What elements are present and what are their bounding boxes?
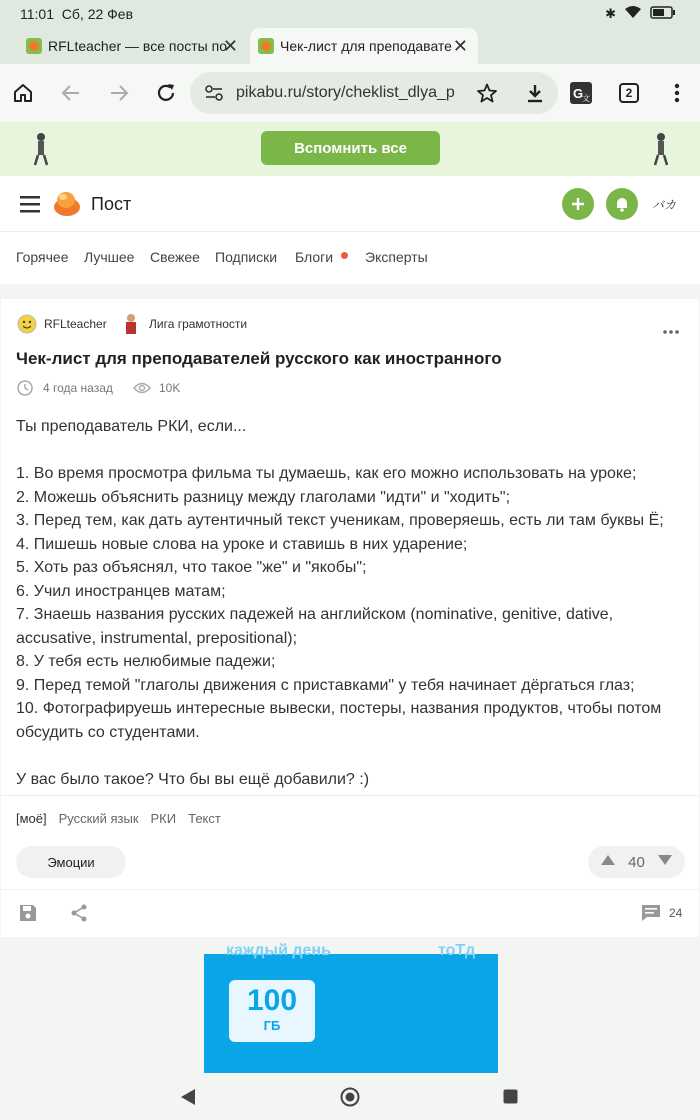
post-intro: Ты преподаватель РКИ, если... xyxy=(16,418,247,435)
more-menu-icon[interactable] xyxy=(664,80,690,106)
reload-icon[interactable] xyxy=(153,80,179,106)
post-outro: У вас было такое? Что бы вы ещё добавили? :) xyxy=(16,770,370,788)
figure-right-icon xyxy=(652,132,670,171)
ad-top-text: каждый день xyxy=(226,942,331,959)
recents-square-icon[interactable] xyxy=(503,1089,518,1109)
post-list-item: 7. Знаешь названия русских падежей на английском (nominative, genitive, dative, accusative, instrumental, prepositional); xyxy=(16,606,614,647)
nav-fresh[interactable]: Свежее xyxy=(150,249,200,265)
clock-icon xyxy=(17,380,33,401)
nav-blogs[interactable]: Блоги xyxy=(295,249,334,265)
svg-text:G: G xyxy=(573,86,584,101)
ad-data-card xyxy=(229,980,315,1042)
hamburger-menu-icon[interactable] xyxy=(20,195,40,218)
pikabu-favicon xyxy=(26,38,42,54)
tag-mine[interactable]: [моё] xyxy=(16,811,47,826)
tag-item[interactable]: Текст xyxy=(188,811,221,826)
ad-amount: 100 xyxy=(246,984,298,1017)
post-list-item: 10. Фотографируешь интересные вывески, постеры, названия продуктов, чтобы потом обсудить со студентами. xyxy=(16,700,662,741)
post-list-item: 5. Хоть раз объяснял, что такое "же" и "якобы"; xyxy=(16,559,367,576)
post-title[interactable]: Чек-лист для преподавателей русского как иностранного xyxy=(16,349,502,368)
tag-item[interactable]: Русский язык xyxy=(58,811,139,826)
views-eye-icon xyxy=(133,381,151,400)
site-header xyxy=(0,176,700,232)
remember-all-button[interactable]: Вспомнить все xyxy=(261,131,440,165)
system-nav-bar xyxy=(0,1074,700,1120)
back-triangle-icon[interactable] xyxy=(180,1088,196,1111)
notifications-bell-icon[interactable] xyxy=(606,188,638,220)
status-bar xyxy=(0,0,700,28)
browser-toolbar xyxy=(0,64,700,122)
vote-widget xyxy=(588,846,685,878)
tab-title: RFLteacher — все посты по xyxy=(48,38,227,54)
tag-item[interactable]: РКИ xyxy=(150,811,177,826)
rating-value: 40 xyxy=(628,853,645,871)
status-time: 11:01 Сб, 22 Фев xyxy=(20,6,134,22)
comments-icon[interactable] xyxy=(641,904,661,927)
site-settings-icon[interactable] xyxy=(204,84,224,107)
translate-icon[interactable] xyxy=(568,80,594,106)
post-options-icon[interactable] xyxy=(663,321,679,339)
bookmark-star-icon[interactable] xyxy=(474,80,500,106)
post-list-item: 4. Пишешь новые слова на уроке и ставишь в них ударение; xyxy=(16,535,468,553)
tab-count: 2 xyxy=(619,83,639,103)
blogs-new-indicator xyxy=(341,252,348,259)
page-title: Пост xyxy=(91,194,132,214)
upvote-icon[interactable] xyxy=(600,853,616,871)
share-icon[interactable] xyxy=(70,904,88,927)
user-avatar-label[interactable]: バカ xyxy=(652,198,677,212)
post-list-item: 3. Перед тем, как дать аутентичный текст ученикам, проверяешь, есть ли там буквы Ё; xyxy=(16,512,664,529)
post-views: 10K xyxy=(159,381,181,395)
bluetooth-icon: ✱ xyxy=(605,5,616,21)
tab-title: Чек-лист для преподавате xyxy=(280,38,452,54)
ad-unit: ГБ xyxy=(263,1018,281,1033)
tab-strip xyxy=(0,28,700,64)
post-community[interactable]: Лига грамотности xyxy=(149,317,248,331)
figure-left-icon xyxy=(32,132,50,171)
downvote-icon[interactable] xyxy=(657,853,673,871)
home-icon[interactable] xyxy=(10,80,36,106)
post-list-item: 8. У тебя есть нелюбимые падежи; xyxy=(16,653,276,670)
tab-rflteacher[interactable] xyxy=(0,28,248,64)
ad-banner[interactable] xyxy=(204,942,498,1073)
divider xyxy=(1,795,699,796)
nav-experts[interactable]: Эксперты xyxy=(365,249,428,265)
divider xyxy=(1,889,699,890)
battery-icon xyxy=(650,6,676,22)
promo-banner xyxy=(0,122,700,176)
post-list-item: 2. Можешь объяснить разницу между глаголами "идти" и "ходить"; xyxy=(16,488,511,506)
emotions-button[interactable]: Эмоции xyxy=(16,846,126,878)
home-circle-icon[interactable] xyxy=(340,1087,360,1112)
ad-top-right: тоТд xyxy=(438,942,476,959)
pikabu-logo[interactable] xyxy=(52,188,82,223)
save-icon[interactable] xyxy=(19,904,37,927)
post-tags xyxy=(16,811,221,826)
post-card xyxy=(1,299,699,937)
svg-text:文: 文 xyxy=(582,94,590,103)
post-author[interactable]: RFLteacher xyxy=(44,317,107,331)
download-icon[interactable] xyxy=(522,80,548,106)
post-body xyxy=(16,415,686,791)
close-tab-icon[interactable]: ✕ xyxy=(452,36,468,56)
community-avatar[interactable] xyxy=(122,313,140,340)
post-list-item: 6. Учил иностранцев матам; xyxy=(16,582,226,600)
add-post-button[interactable] xyxy=(562,188,594,220)
nav-best[interactable]: Лучшее xyxy=(84,249,135,265)
comments-count[interactable]: 24 xyxy=(669,906,683,920)
tab-switcher-button[interactable] xyxy=(616,80,642,106)
pikabu-favicon xyxy=(258,38,274,54)
nav-subscriptions[interactable]: Подписки xyxy=(215,249,278,265)
tab-checklist[interactable] xyxy=(250,28,478,64)
post-list-item: 9. Перед темой "глаголы движения с приставками" у тебя начинает дёргаться глаз; xyxy=(16,676,635,694)
url-text[interactable]: pikabu.ru/story/cheklist_dlya_p xyxy=(236,84,455,101)
back-icon[interactable] xyxy=(58,80,84,106)
forward-icon[interactable] xyxy=(106,80,132,106)
close-tab-icon[interactable]: ✕ xyxy=(222,36,238,56)
post-list-item: 1. Во время просмотра фильма ты думаешь, как его можно использовать на уроке; xyxy=(16,465,637,482)
wifi-icon xyxy=(624,5,642,22)
address-bar[interactable] xyxy=(190,72,558,114)
author-avatar[interactable] xyxy=(17,314,37,339)
post-age: 4 года назад xyxy=(43,381,113,395)
nav-hot[interactable]: Горячее xyxy=(16,249,69,265)
section-nav xyxy=(0,232,700,284)
